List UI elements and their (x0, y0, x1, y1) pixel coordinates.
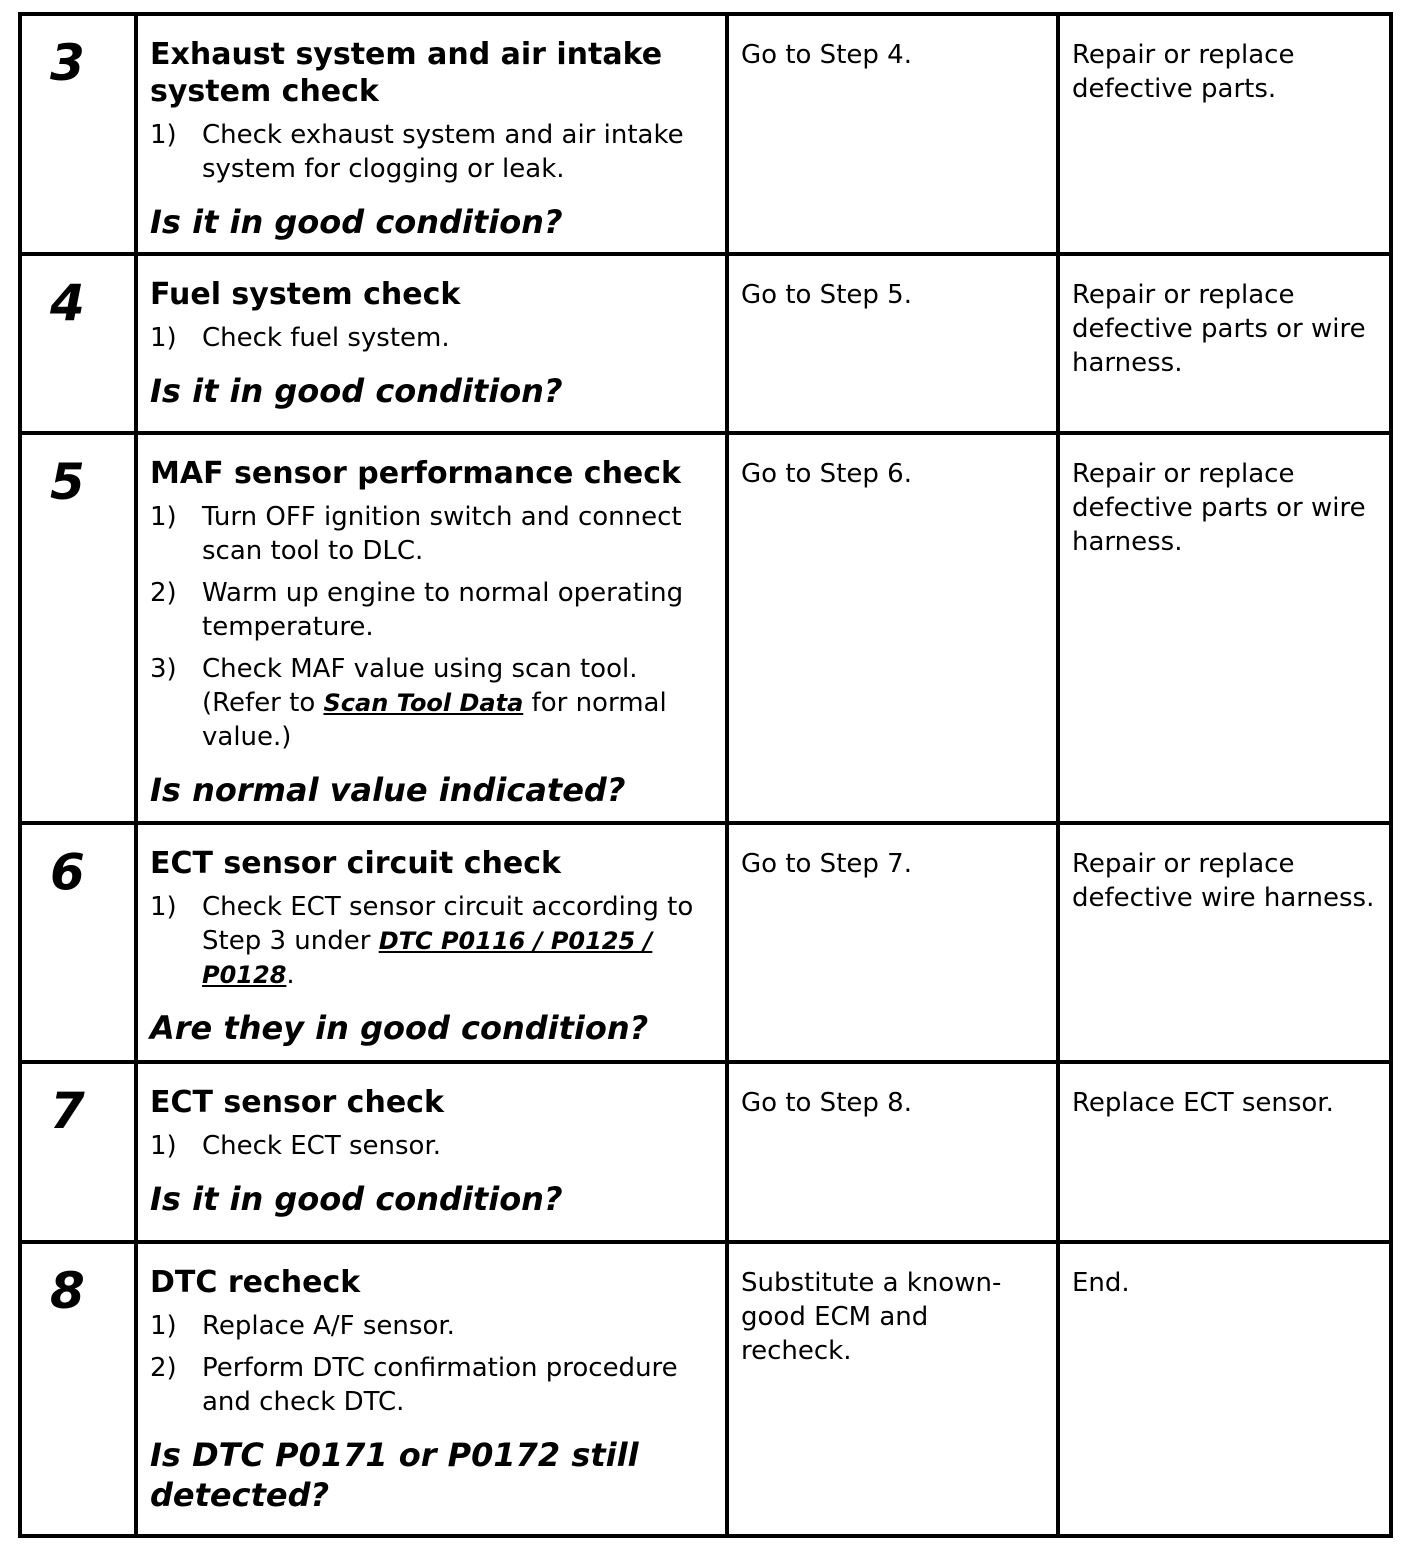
procedure-list (150, 321, 713, 355)
step-number: 6 (50, 843, 85, 901)
no-result: Repair or replace defective parts or wire harness. (1072, 280, 1366, 378)
step-number-cell (20, 433, 136, 823)
action-cell (136, 14, 727, 254)
step-row-8 (20, 1242, 1391, 1536)
action-cell (136, 1242, 727, 1536)
no-cell (1058, 254, 1391, 433)
step-number-cell (20, 1242, 136, 1536)
yes-result: Go to Step 8. (741, 1088, 912, 1118)
yes-cell (727, 1242, 1058, 1536)
step-row-7 (20, 1062, 1391, 1242)
step-title: Exhaust system and air intake system check (150, 37, 663, 109)
dtc-reference-link[interactable]: DTC P0116 / P0125 / P0128 (202, 927, 653, 989)
troubleshooting-table (18, 12, 1393, 1538)
procedure-item: 1) Replace A/F sensor. (150, 1311, 455, 1341)
no-result: Repair or replace defective wire harness. (1072, 849, 1375, 913)
step-row-6 (20, 823, 1391, 1062)
yes-result: Go to Step 4. (741, 40, 912, 70)
procedure-list (150, 1129, 713, 1163)
step-number-cell (20, 1062, 136, 1242)
no-cell (1058, 14, 1391, 254)
step-number-cell (20, 254, 136, 433)
action-cell (136, 433, 727, 823)
yes-result: Go to Step 5. (741, 280, 912, 310)
procedure-item: 1) Check ECT sensor circuit according to Step 3 under DTC P0116 / P0125 / P0128. (150, 892, 694, 990)
step-number: 4 (50, 274, 85, 332)
no-cell (1058, 823, 1391, 1062)
step-row-5 (20, 433, 1391, 823)
step-question: Are they in good condition? (150, 1009, 649, 1047)
action-cell (136, 254, 727, 433)
action-cell (136, 823, 727, 1062)
step-title: DTC recheck (150, 1265, 361, 1300)
yes-cell (727, 14, 1058, 254)
step-title: Fuel system check (150, 277, 461, 312)
yes-result: Go to Step 7. (741, 849, 912, 879)
yes-result: Substitute a known-good ECM and recheck. (741, 1268, 1002, 1366)
step-question: Is DTC P0171 or P0172 still detected? (150, 1436, 639, 1514)
no-result: Replace ECT sensor. (1072, 1088, 1334, 1118)
scan-tool-data-link[interactable]: Scan Tool Data (323, 689, 524, 717)
yes-cell (727, 823, 1058, 1062)
procedure-item: 1) Check ECT sensor. (150, 1131, 442, 1161)
procedure-item: 2) Perform DTC confirmation procedure and check DTC. (150, 1353, 678, 1417)
step-row-3 (20, 14, 1391, 254)
procedure-list (150, 118, 713, 186)
procedure-list (150, 1309, 713, 1419)
step-number: 7 (50, 1082, 85, 1140)
step-question: Is it in good condition? (150, 1180, 563, 1218)
procedure-item: 1) Turn OFF ignition switch and connect scan tool to DLC. (150, 502, 682, 566)
no-cell (1058, 1242, 1391, 1536)
step-number: 3 (50, 34, 85, 92)
procedure-item: 1) Check exhaust system and air intake system for clogging or leak. (150, 120, 684, 184)
no-result: End. (1072, 1268, 1130, 1298)
procedure-list (150, 500, 713, 754)
step-row-4 (20, 254, 1391, 433)
step-number: 5 (50, 453, 85, 511)
step-question: Is it in good condition? (150, 372, 563, 410)
step-title: ECT sensor circuit check (150, 846, 561, 881)
procedure-item: 1) Check fuel system. (150, 323, 450, 353)
step-question: Is it in good condition? (150, 203, 563, 241)
step-title: MAF sensor performance check (150, 456, 682, 491)
yes-cell (727, 433, 1058, 823)
yes-cell (727, 1062, 1058, 1242)
step-number-cell (20, 14, 136, 254)
step-number-cell (20, 823, 136, 1062)
step-title: ECT sensor check (150, 1085, 444, 1120)
yes-cell (727, 254, 1058, 433)
procedure-item: 3) Check MAF value using scan tool. (Refer to Scan Tool Data for normal value.) (150, 654, 667, 752)
no-result: Repair or replace defective parts or wire harness. (1072, 459, 1366, 557)
step-question: Is normal value indicated? (150, 771, 626, 809)
yes-result: Go to Step 6. (741, 459, 912, 489)
no-cell (1058, 1062, 1391, 1242)
no-cell (1058, 433, 1391, 823)
procedure-item: 2) Warm up engine to normal operating temperature. (150, 578, 684, 642)
step-number: 8 (50, 1262, 85, 1320)
procedure-list (150, 890, 713, 992)
action-cell (136, 1062, 727, 1242)
no-result: Repair or replace defective parts. (1072, 40, 1295, 104)
